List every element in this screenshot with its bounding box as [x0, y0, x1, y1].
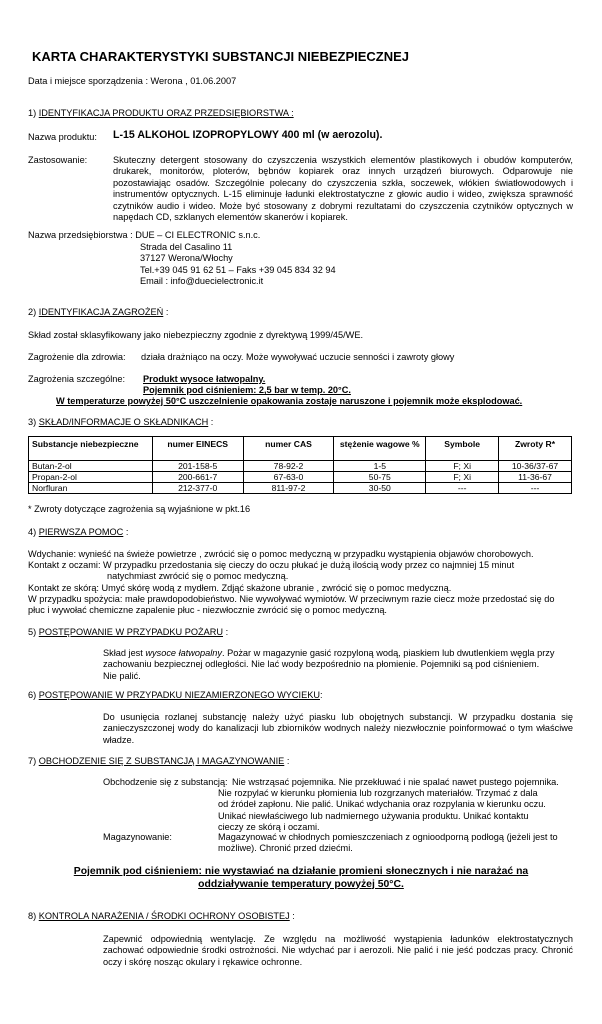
table-cell: F; Xi: [426, 461, 499, 472]
use-label: Zastosowanie:: [28, 155, 88, 165]
first-aid-line: Kontakt ze skórą: Umyć skórę wodą z mydłem. Zdjąć skażone ubranie , zwrócić się o pomoc medyczną.: [28, 583, 452, 593]
table-header-row: [29, 437, 572, 461]
handling-line: od źródeł zapłonu. Nie palić. Unikać wdychania oraz rozpylania w kierunku oczu.: [218, 799, 546, 810]
table-cell: Butan-2-ol: [29, 461, 153, 472]
section-4-heading: 4) PIERWSZA POMOC :: [28, 527, 129, 537]
table-cell: Propan-2-ol: [29, 472, 153, 483]
table-cell: 10-36/37-67: [499, 461, 572, 472]
first-aid-line: natychmiast zwrócić się o pomoc medyczną.: [107, 571, 289, 581]
fire-line: zachowaniu bezpiecznej odległości. Nie lać wody bezpośrednio na płomienie. Pojemniki są pod ciśnieniem.: [103, 659, 540, 670]
use-line: pozostawiając osadów. Szczególnie polecany do czyszczenia szkła, soczewek, włókien światłowodowych i: [113, 177, 573, 188]
section-5-heading: 5) POSTĘPOWANIE W PRZYPADKU POŻARU :: [28, 627, 229, 637]
table-row: [29, 461, 572, 472]
classification-text: Skład został sklasyfikowany jako niebezpieczny zgodnie z dyrektywą 1999/45/WE.: [28, 330, 364, 340]
table-cell: 1-5: [334, 461, 426, 472]
date-line: Data i miejsce sporządzenia : Werona , 01.06.2007: [28, 76, 237, 86]
document-title: KARTA CHARAKTERYSTYKI SUBSTANCJI NIEBEZPIECZNEJ: [32, 49, 410, 64]
section-7-heading: 7) OBCHODZENIE SIĘ Z SUBSTANCJĄ I MAGAZYNOWANIE :: [28, 756, 290, 766]
address-line: Tel.+39 045 91 62 51 – Faks +39 045 834 32 94: [140, 264, 336, 275]
address-line: Email : info@duecielectronic.it: [140, 276, 264, 287]
column-header: stężenie wagowe %: [334, 437, 426, 461]
health-text: działa drażniąco na oczy. Może wywoływać uczucie senności i zawroty głowy: [141, 352, 455, 362]
spill-line: zanieczyszczonej wody do kanalizacji lub zbiorników wodnych należy niezwłocznie poinformować o tym właściwe: [103, 723, 573, 734]
fire-text: [103, 648, 573, 682]
fire-line: Nie palić.: [103, 670, 141, 681]
use-description: [113, 155, 573, 223]
table-cell: F; Xi: [426, 472, 499, 483]
protection-line: oczy i skórę nosząc okulary i rękawice ochronne.: [103, 956, 303, 967]
section-2-heading: 2) IDENTYFIKACJA ZAGROŻEŃ :: [28, 307, 169, 317]
first-aid-line: W przypadku spożycia: małe prawdopodobieństwo. Nie wywoływać wymiotów. W przeciwnym razie ciecz może przedostać się do: [28, 594, 555, 604]
handling-line: cieczy ze skórą i oczami.: [218, 822, 320, 833]
composition-table: [28, 436, 572, 494]
spill-line: władze.: [103, 734, 135, 745]
protection-text: [103, 934, 573, 968]
table-row: [29, 483, 572, 494]
section-3-heading: 3) SKŁAD/INFORMACJE O SKŁADNIKACH :: [28, 417, 214, 427]
table-footnote: * Zwroty dotyczące zagrożenia są wyjaśnione w pkt.16: [28, 504, 251, 514]
table-cell: 50-75: [334, 472, 426, 483]
table-cell: ---: [426, 483, 499, 494]
use-line: instrumentów optycznych. L-15 eliminuje ładunki elektrostatyczne z głowic audio i wideo, zwiększa sprawność: [113, 189, 573, 200]
use-line: drukarek, monitorów, ploterów, bębnów kopiarek oraz innych urządzeń biurowych. Odparowuje nie: [113, 166, 573, 177]
handling-line: Nie wstrząsać pojemnika. Nie przekłuwać i nie spalać nawet pustego pojemnika.: [232, 777, 559, 787]
first-aid-line: płuc i wywołać chemiczne zapalenie płuc - niezwłocznie zwrócić się o pomoc medyczną.: [28, 605, 387, 615]
table-cell: 78-92-2: [243, 461, 334, 472]
table-cell: 11-36-67: [499, 472, 572, 483]
first-aid-line: Kontakt z oczami: W przypadku przedostania się cieczy do oczu płukać je dużą ilością wody przez co najmniej 15 minut: [28, 560, 515, 570]
spill-line: Do usunięcia rozlanej substancję należy użyć piasku lub obojętnych substancji. W przypadku dostania się: [103, 712, 573, 722]
use-line: czytników audio i wideo. Może być stosowany z dobrymi rezultatami do czyszczenia czytników optycznych w: [113, 200, 573, 211]
table-cell: Norfluran: [29, 483, 153, 494]
section-8-heading: 8) KONTROLA NARAŻENIA / ŚRODKI OCHRONY OSOBISTEJ :: [28, 911, 295, 921]
handling-line: Nie rozpylać w kierunku płomienia lub rozgrzanych materiałów. Trzymać z dala: [218, 788, 538, 798]
warning-line: Pojemnik pod ciśnieniem: nie wystawiać na działanie promieni słonecznych i nie narażać na: [73, 866, 529, 877]
table-row: [29, 472, 572, 483]
table-cell: 200-661-7: [152, 472, 243, 483]
table-cell: 201-158-5: [152, 461, 243, 472]
table-cell: 67-63-0: [243, 472, 334, 483]
special-hazard-line: Pojemnik pod ciśnieniem: 2,5 bar w temp. 20°C.: [143, 385, 351, 395]
product-name: L-15 ALKOHOL IZOPROPYLOWY 400 ml (w aerozolu).: [113, 129, 383, 141]
address-line: Strada del Casalino 11: [140, 242, 233, 252]
health-label: Zagrożenie dla zdrowia:: [28, 352, 126, 362]
company-address: [140, 242, 336, 288]
handling-line: Unikać niewłaściwego lub nadmiernego używania produktu. Unikać kontaktu: [218, 810, 529, 821]
special-hazard-line: Produkt wysoce łatwopalny.: [143, 374, 266, 384]
handling-label: Obchodzenie się z substancją:: [103, 777, 228, 787]
company-label: Nazwa przedsiębiorstwa : DUE – CI ELECTRONIC s.n.c.: [28, 230, 261, 240]
storage-line: Magazynować w chłodnych pomieszczeniach z ognioodporną podłogą (jeżeli jest to: [218, 832, 558, 842]
protection-line: Zapewnić odpowiednią wentylację. Ze względu na możliwość wystąpienia ładunków elektrostatycznych: [103, 934, 573, 944]
first-aid-line: Wdychanie: wynieść na świeże powietrze , zwrócić się o pomoc medyczną w przypadku wystąpienia objawów chorobowych.: [28, 549, 534, 559]
table-cell: ---: [499, 483, 572, 494]
table-cell: 811-97-2: [243, 483, 334, 494]
column-header: numer CAS: [243, 437, 334, 461]
table-cell: 30-50: [334, 483, 426, 494]
storage-line: możliwe). Chronić przed dziećmi.: [218, 843, 353, 854]
column-header: Symbole: [426, 437, 499, 461]
column-header: Zwroty R*: [499, 437, 572, 461]
column-header: numer EINECS: [152, 437, 243, 461]
pressure-warning: [0, 866, 602, 891]
handling-text: [218, 788, 546, 834]
section-1-heading: 1) IDENTYFIKACJA PRODUKTU ORAZ PRZEDSIĘBIORSTWA :: [28, 108, 294, 118]
use-line: Skuteczny detergent stosowany do czyszczenia wszystkich elementów plastikowych i obudów komputerów,: [113, 155, 573, 165]
table-cell: 212-377-0: [152, 483, 243, 494]
spill-text: [103, 712, 573, 746]
warning-line: oddziaływanie temperatury powyżej 50°C.: [198, 878, 404, 890]
address-line: 37127 Werona/Włochy: [140, 253, 233, 264]
fire-line: Skład jest wysoce łatwopalny. Pożar w magazynie gasić rozpyloną wodą, piaskiem lub dwutlenkiem węgla przy: [103, 648, 555, 658]
section-6-heading: 6) POSTĘPOWANIE W PRZYPADKU NIEZAMIERZONEGO WYCIEKU:: [28, 690, 323, 700]
protection-line: zachować odpowiednie środki ostrożności. Nie wdychać par i aerozoli. Nie palić i nie jeść podczas pracy. Chronić: [103, 945, 573, 956]
special-hazard-line: W temperaturze powyżej 50°C uszczelnienie opakowania zostaje naruszone i pojemnik może eksplodować.: [56, 396, 523, 406]
storage-text: [218, 832, 558, 855]
storage-label: Magazynowanie:: [103, 832, 172, 842]
product-label: Nazwa produktu:: [28, 132, 97, 142]
column-header: Substancje niebezpieczne: [29, 437, 153, 461]
use-line: napędach CD, szklanych elementów skanerów i kopiarek.: [113, 212, 348, 223]
special-label: Zagrożenia szczególne:: [28, 374, 126, 384]
